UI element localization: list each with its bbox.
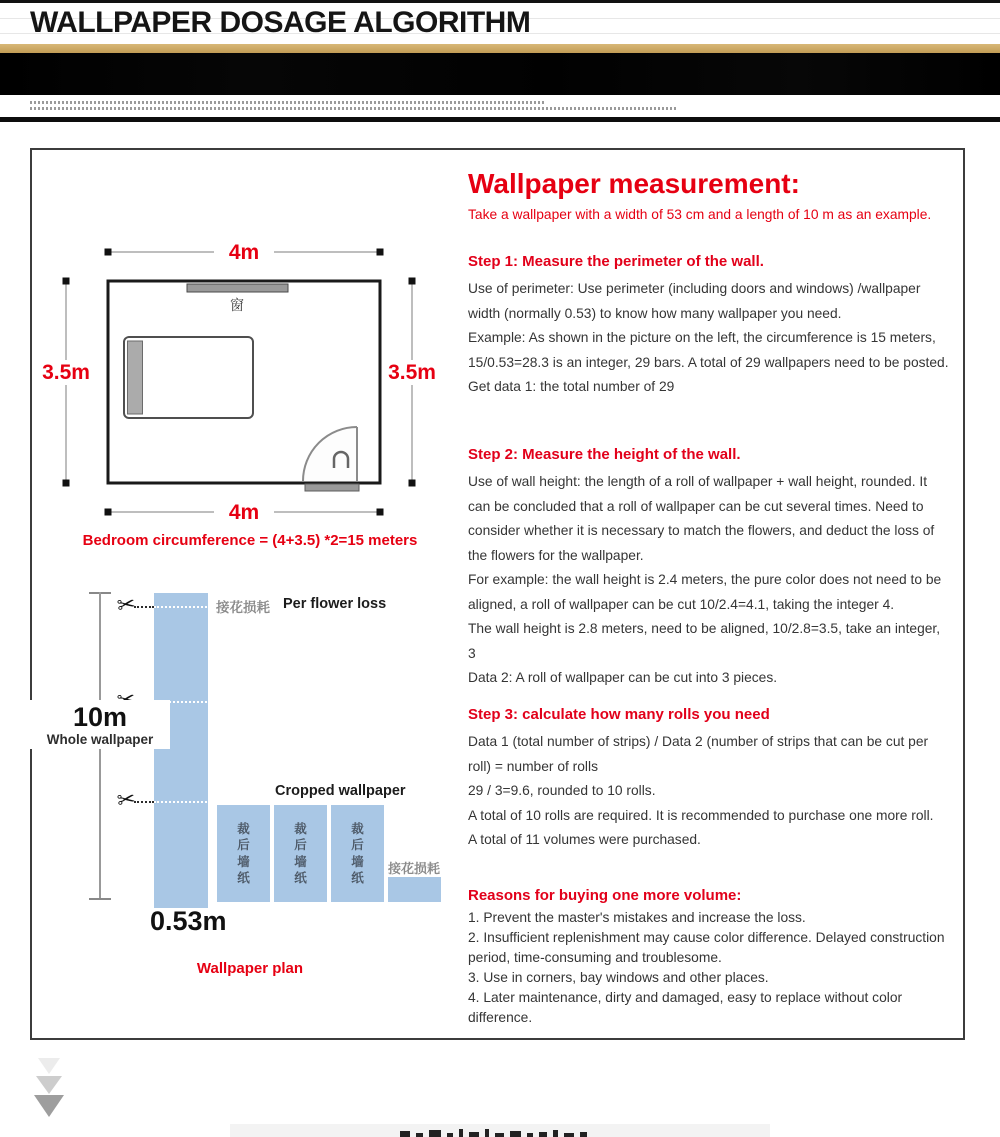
section-subtitle: Take a wallpaper with a width of 53 cm and a length of 10 m as an example. — [468, 207, 932, 222]
strip-label-cn: 裁后墙纸 — [237, 822, 250, 885]
step-1-heading: Step 1: Measure the perimeter of the wall. — [468, 253, 764, 270]
reason-item: 4. Later maintenance, dirty and damaged, easy to replace without color difference. — [468, 990, 903, 1025]
step-3-heading: Step 3: calculate how many rolls you need — [468, 706, 770, 723]
step-2-paragraph: Use of wall height: the length of a roll of wallpaper + wall height, rounded. It can be concluded that a roll of wallpaper can be cut several times. Need to consider whether it is necessary to match the flowers, and deduct the loss of the flowers for the wallpaper. — [468, 474, 935, 563]
section-title: Wallpaper measurement: — [468, 168, 800, 199]
arrow-down-icon — [38, 1058, 60, 1074]
strip-label-cn: 裁后墙纸 — [351, 822, 364, 885]
cut-line — [134, 801, 154, 803]
cut-line — [154, 801, 210, 803]
step-2-paragraph: The wall height is 2.8 meters, need to be aligned, 10/2.8=3.5, take an integer, 3 — [468, 621, 941, 661]
arrow-down-icon — [34, 1095, 64, 1117]
cut-line — [134, 606, 154, 608]
whole-roll-bar — [154, 593, 208, 908]
section-divider — [0, 117, 1000, 122]
next-section-clipped-heading — [230, 1124, 770, 1137]
reason-item: 3. Use in corners, bay windows and other places. — [468, 970, 769, 985]
window-icon — [187, 284, 288, 292]
cropped-strip — [217, 805, 270, 902]
dim-label-bottom: 4m — [228, 501, 260, 524]
wallpaper-plan-caption: Wallpaper plan — [196, 960, 304, 977]
top-border — [0, 0, 1000, 3]
remnant-bar — [388, 877, 441, 902]
step-1-paragraph: Use of perimeter: Use perimeter (including doors and windows) /wallpaper width (normally 0.53) to know how many wallpaper you need. — [468, 281, 921, 321]
step-3-paragraph: Data 1 (total number of strips) / Data 2 (number of strips that can be cut per roll) = number of rolls — [468, 734, 929, 774]
remnant-label-cn: 接花损耗 — [388, 861, 441, 876]
cropped-wallpaper-label: Cropped wallpaper — [275, 783, 406, 799]
step-2-paragraph: Data 2: A roll of wallpaper can be cut into 3 pieces. — [468, 670, 778, 685]
scissors-icon: ✂ — [115, 785, 138, 814]
step-1-paragraph: Get data 1: the total number of 29 — [468, 379, 675, 394]
reason-item: 2. Insufficient replenishment may cause color difference. Delayed construction period, time-consuming and troublesome. — [468, 930, 945, 965]
step-2-paragraph: For example: the wall height is 2.4 meters, the pure color does not need to be aligned, a roll of wallpaper can be cut 10/2.4=4.1, taking the integer 4. — [468, 572, 942, 612]
length-line-cap — [89, 898, 111, 900]
floorplan-caption: Bedroom circumference = (4+3.5) *2=15 meters — [82, 532, 418, 549]
roll-width-label: 0.53m — [150, 906, 227, 936]
reasons-heading: Reasons for buying one more volume: — [468, 887, 742, 904]
bed-pillow — [128, 341, 143, 414]
floor-plan — [28, 236, 448, 526]
step-2-heading: Step 2: Measure the height of the wall. — [468, 446, 741, 463]
step-3-paragraph: 29 / 3=9.6, rounded to 10 rolls. — [468, 783, 656, 798]
strip-label-cn: 裁后墙纸 — [294, 822, 307, 885]
cropped-strip — [274, 805, 327, 902]
cut-line — [154, 606, 210, 608]
flower-loss-label-en: Per flower loss — [283, 596, 387, 612]
reasons-block — [468, 887, 950, 1028]
step-3-block — [468, 706, 950, 853]
dim-label-left: 3.5m — [42, 361, 90, 384]
page-title: WALLPAPER DOSAGE ALGORITHM — [30, 6, 531, 39]
arrow-down-icon — [36, 1076, 62, 1094]
scissors-icon: ✂ — [115, 590, 138, 619]
window-label: 窗 — [230, 297, 244, 313]
flower-loss-label-cn: 接花损耗 — [216, 600, 270, 615]
step-1-block — [468, 253, 950, 400]
step-2-block — [468, 446, 950, 691]
length-sublabel: Whole wallpaper — [46, 732, 154, 747]
step-1-paragraph: Example: As shown in the picture on the left, the circumference is 15 meters, 15/0.53=28.3 is an integer, 29 bars. A total of 29 wallpapers need to be posted. — [468, 330, 949, 370]
dim-label-right: 3.5m — [388, 361, 436, 384]
length-label-box — [30, 700, 170, 749]
fine-print-line — [30, 101, 545, 104]
length-label: 10m — [72, 702, 128, 732]
bed-icon — [124, 337, 253, 418]
step-3-paragraph: A total of 11 volumes were purchased. — [468, 832, 701, 847]
door-threshold — [305, 484, 359, 491]
reason-item: 1. Prevent the master's mistakes and increase the loss. — [468, 910, 806, 925]
step-3-paragraph: A total of 10 rolls are required. It is recommended to purchase one more roll. — [468, 807, 934, 823]
dim-label-top: 4m — [228, 241, 260, 264]
fine-print-line — [30, 107, 678, 110]
cropped-strip — [331, 805, 384, 902]
black-banner — [0, 53, 1000, 95]
gold-divider — [0, 44, 1000, 53]
